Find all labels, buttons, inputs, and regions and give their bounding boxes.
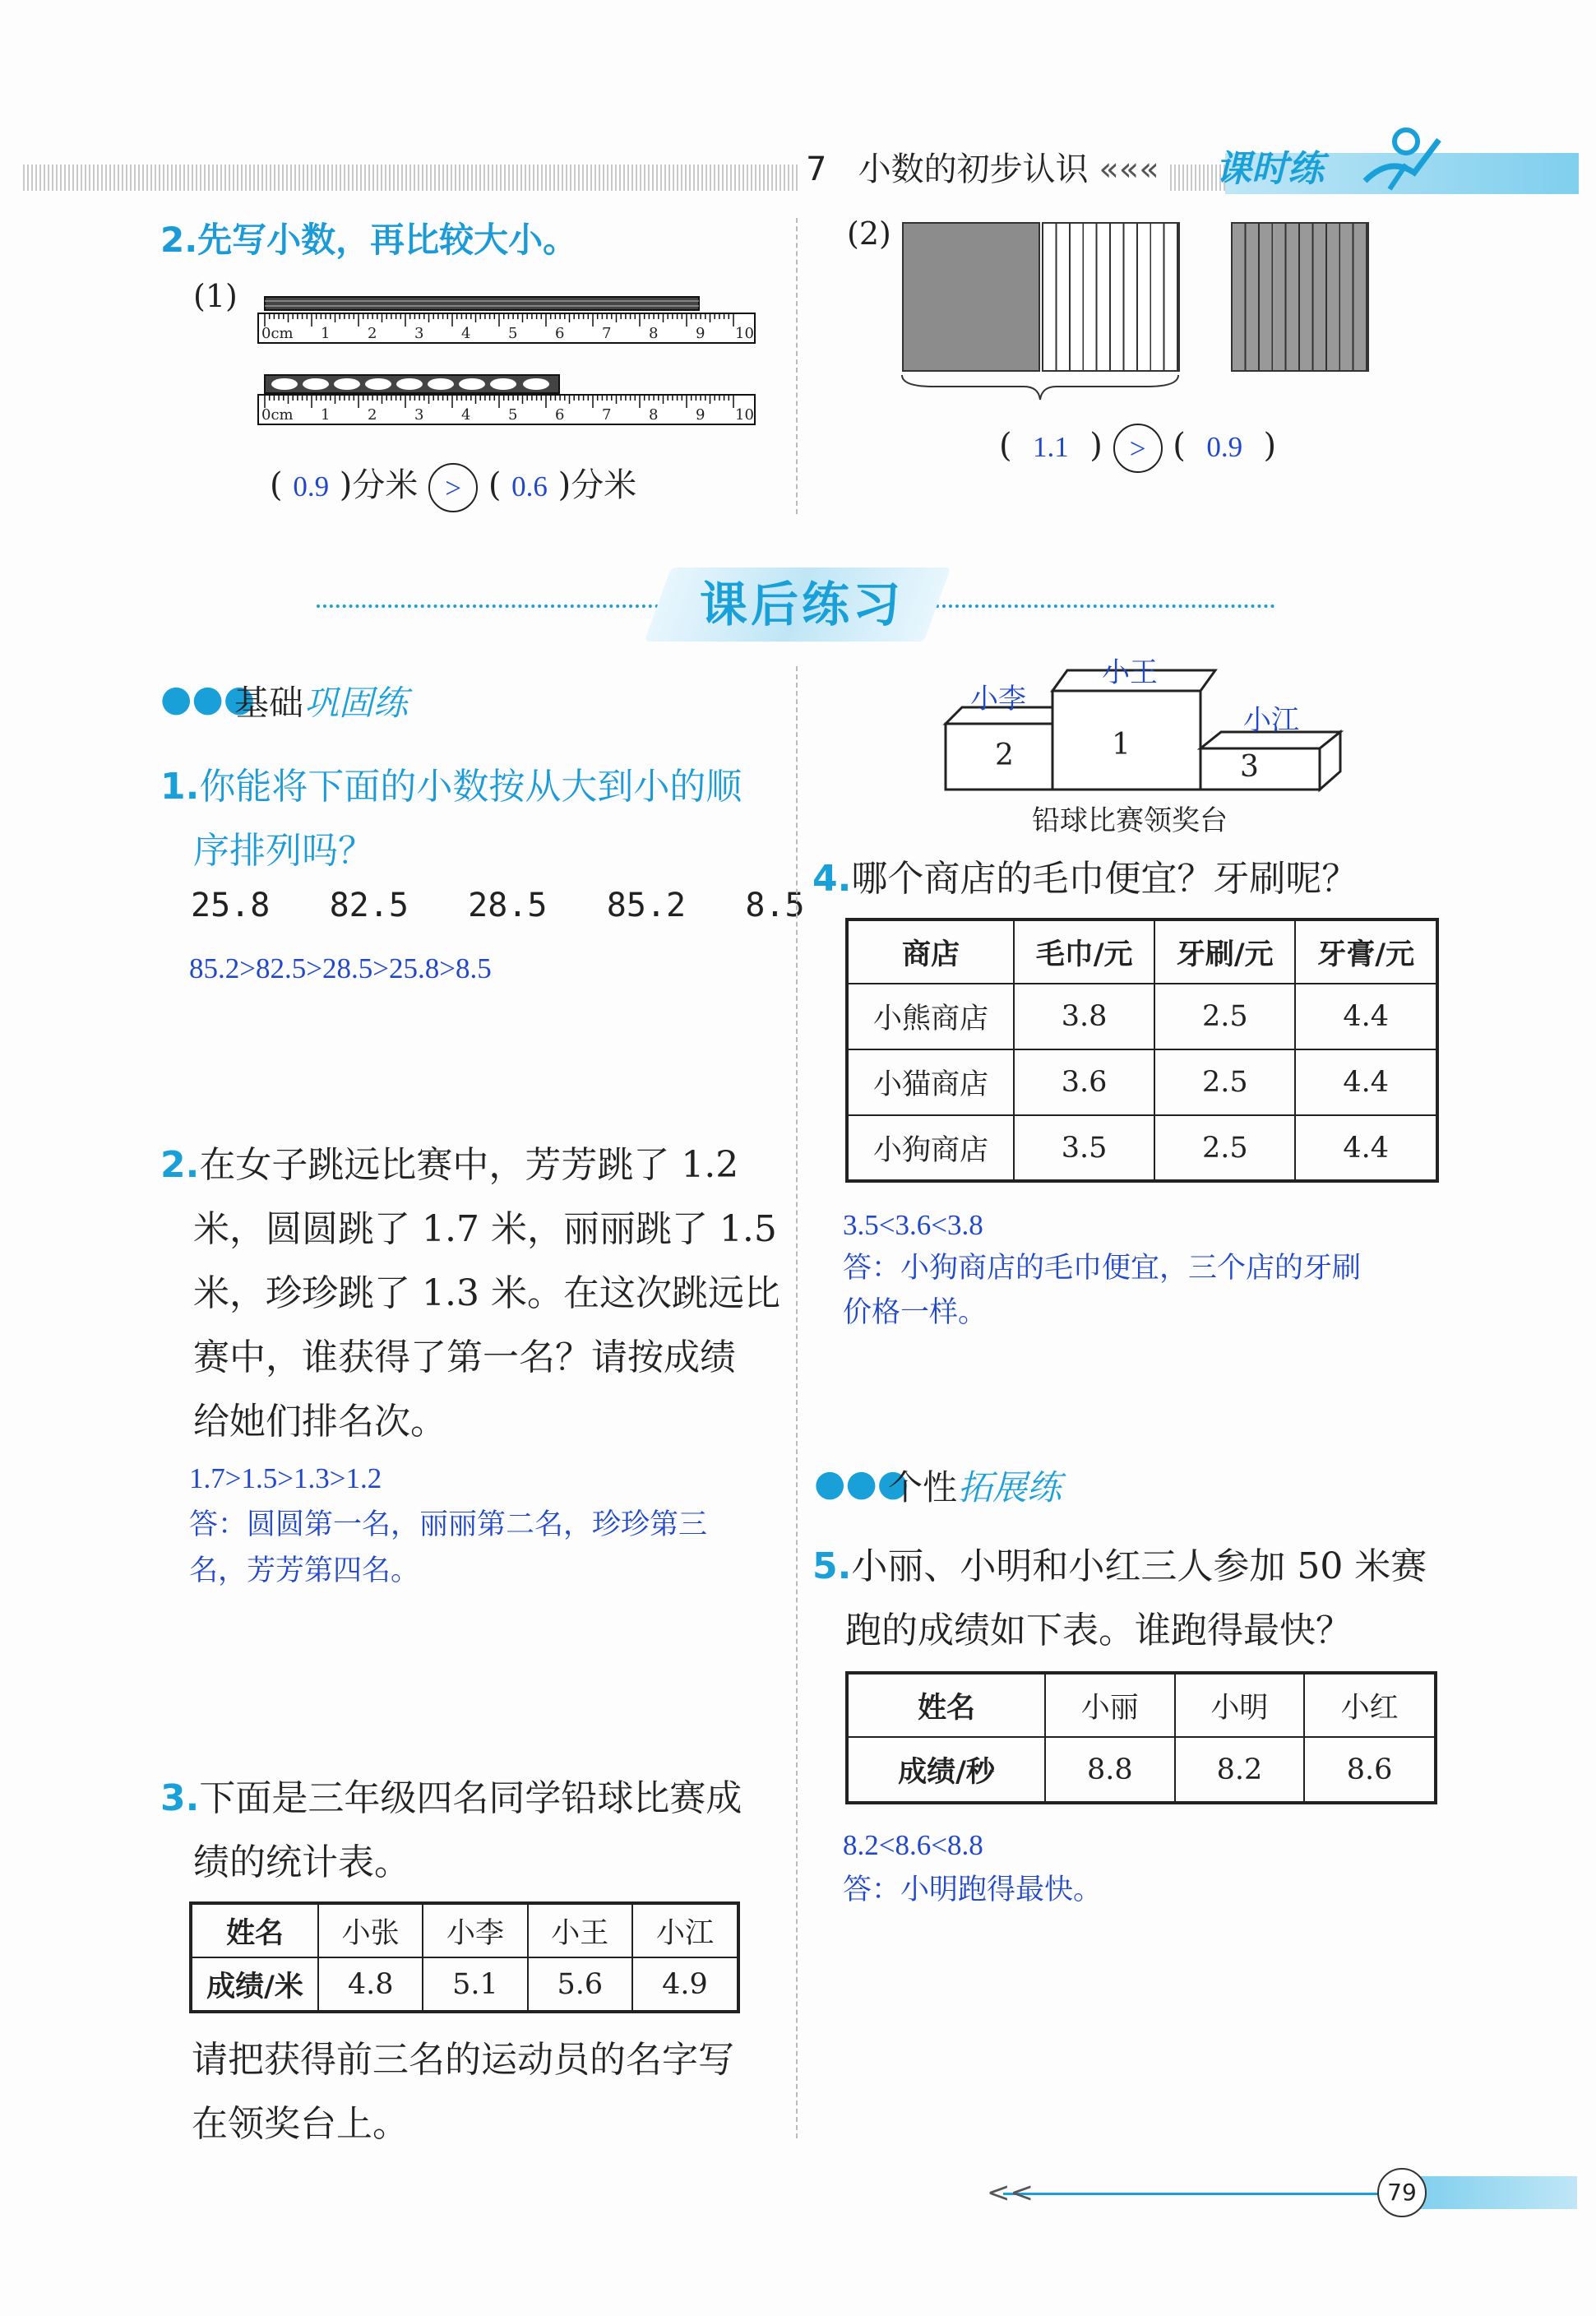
answer-value: 0.9 xyxy=(293,470,330,503)
podium-name-first: 小王 xyxy=(1102,658,1158,688)
q2-part2-compare: ( 1.1 ) > ( 0.9 ) xyxy=(999,421,1276,473)
compare-symbol: > xyxy=(1129,433,1146,465)
tick-label: 6 xyxy=(555,325,565,342)
q5-text xyxy=(812,1535,1552,1663)
q2b-answer-2: 答：圆圆第一名，丽丽第二名，珍珍第三 xyxy=(189,1508,708,1540)
basic-section-header xyxy=(160,673,473,725)
answer-value: 0.9 xyxy=(1206,431,1243,463)
q5-line: 小丽、小明和小红三人参加 50 米赛 xyxy=(851,1545,1427,1587)
banner-line-left xyxy=(317,604,678,608)
ruler-2-labels xyxy=(257,406,758,428)
table-cell: 4.4 xyxy=(1295,984,1437,1049)
unit-label: 分米 xyxy=(571,466,637,504)
table-header-cell: 姓名 xyxy=(847,1673,1045,1737)
compare-circle xyxy=(428,463,478,512)
table-cell: 2.5 xyxy=(1154,1049,1295,1115)
tick-label: 0cm xyxy=(261,325,294,342)
section-title-a: 个性 xyxy=(888,1467,958,1508)
question-number: 5. xyxy=(812,1545,852,1587)
q3-table xyxy=(189,1901,740,2013)
q5-answer-2: 答：小明跑得最快。 xyxy=(843,1874,1103,1906)
header-title xyxy=(798,145,1168,194)
page-number: 79 xyxy=(1377,2168,1427,2217)
number-item: 28.5 xyxy=(468,887,548,924)
q4-answer-2: 答：小狗商店的毛巾便宜，三个店的牙刷 xyxy=(843,1252,1362,1284)
number-item: 25.8 xyxy=(191,887,271,924)
question-number: 3. xyxy=(160,1777,200,1819)
q1-numbers xyxy=(191,887,805,924)
tick-label: 2 xyxy=(368,325,377,342)
q1-text xyxy=(160,755,793,883)
tick-label: 2 xyxy=(368,406,377,424)
partial-grey-square xyxy=(1231,222,1369,372)
q1-line1: 你能将下面的小数按从大到小的顺 xyxy=(199,766,742,808)
chapter-title: 小数的初步认识 xyxy=(858,151,1089,188)
full-grey-square xyxy=(902,222,1040,372)
q4-text xyxy=(812,847,1552,911)
table-header-cell: 姓名 xyxy=(191,1903,318,1957)
chapter-number: 7 xyxy=(806,151,827,188)
q4-answer-1: 3.5<3.6<3.8 xyxy=(843,1209,983,1241)
section-title-b: 拓展练 xyxy=(958,1467,1062,1508)
section-title-a: 基础 xyxy=(234,683,304,723)
podium-name-third: 小江 xyxy=(1243,706,1299,736)
table-header-cell: 小李 xyxy=(423,1903,527,1957)
answer-value: 0.6 xyxy=(511,470,548,503)
tick-label: 4 xyxy=(461,406,471,424)
q5-table xyxy=(845,1671,1437,1804)
question-number: 4. xyxy=(812,858,852,900)
compare-symbol: > xyxy=(445,472,461,504)
table-header-cell: 牙刷/元 xyxy=(1154,919,1295,984)
q2b-line: 米，圆圆跳了 1.7 米，丽丽跳了 1.5 xyxy=(193,1208,777,1250)
tick-label: 7 xyxy=(602,325,612,342)
podium-caption: 铅球比赛领奖台 xyxy=(1032,804,1228,837)
question-number: 2. xyxy=(160,1144,200,1186)
striped-square xyxy=(1042,222,1180,372)
table-header-cell: 商店 xyxy=(847,919,1014,984)
extend-section-header xyxy=(814,1457,1143,1510)
tick-label: 10 xyxy=(735,325,754,342)
table-header-cell: 小张 xyxy=(318,1903,423,1957)
question-number: 1. xyxy=(160,766,200,808)
kids-icon: ●●● xyxy=(160,678,256,720)
q5-line: 跑的成绩如下表。谁跑得最快？ xyxy=(845,1610,1352,1651)
footer-band xyxy=(1414,2176,1577,2209)
q5-answer-1: 8.2<8.6<8.8 xyxy=(843,1829,983,1861)
table-cell: 5.6 xyxy=(528,1957,632,2012)
table-header-cell: 小王 xyxy=(528,1903,632,1957)
table-cell: 8.6 xyxy=(1304,1737,1436,1803)
table-cell: 2.5 xyxy=(1154,984,1295,1049)
tick-label: 7 xyxy=(602,406,612,424)
q2b-line: 在女子跳远比赛中，芳芳跳了 1.2 xyxy=(199,1144,739,1186)
podium-place-second: 2 xyxy=(995,739,1014,772)
kids-icon: ●●● xyxy=(814,1462,909,1504)
answer-value: 1.1 xyxy=(1033,431,1069,463)
tick-label: 0cm xyxy=(261,406,294,424)
brand-label: 课时练 xyxy=(1215,148,1324,190)
section-title-b: 巩固练 xyxy=(304,683,409,723)
table-cell: 4.4 xyxy=(1295,1115,1437,1181)
tick-label: 3 xyxy=(414,406,424,424)
tick-label: 9 xyxy=(696,406,705,424)
chapter-arrows: ««« xyxy=(1099,151,1159,188)
tick-label: 6 xyxy=(555,406,565,424)
section-banner: 课后练习 xyxy=(699,577,904,632)
tick-label: 3 xyxy=(414,325,424,342)
q2-part1-compare: ( 0.9 )分米 > ( 0.6 )分米 xyxy=(270,461,636,512)
footer-arrow-line xyxy=(1003,2193,1390,2195)
q3-after-line: 在领奖台上。 xyxy=(192,2103,409,2145)
q3-line: 下面是三年级四名同学铅球比赛成 xyxy=(199,1777,742,1819)
banner-line-right xyxy=(929,604,1274,608)
table-header-cell: 小丽 xyxy=(1045,1673,1175,1737)
tick-label: 8 xyxy=(649,325,659,342)
table-cell: 小猫商店 xyxy=(847,1049,1014,1115)
brand-figure-icon xyxy=(1357,123,1447,197)
number-item: 8.5 xyxy=(745,887,805,924)
table-cell: 8.8 xyxy=(1045,1737,1175,1803)
table-header-cell: 小红 xyxy=(1304,1673,1436,1737)
q3-after-line: 请把获得前三名的运动员的名字写 xyxy=(192,2039,734,2081)
column-divider xyxy=(796,666,798,2138)
q2b-text xyxy=(160,1133,793,1454)
q3-after-text xyxy=(192,2028,800,2156)
podium-place-third: 3 xyxy=(1240,750,1259,784)
table-header-cell: 毛巾/元 xyxy=(1014,919,1154,984)
brace xyxy=(900,372,1180,405)
q2b-line: 给她们排名次。 xyxy=(193,1401,446,1443)
table-cell: 4.8 xyxy=(318,1957,423,2012)
podium-name-second: 小李 xyxy=(970,684,1026,715)
table-cell: 5.1 xyxy=(423,1957,527,2012)
table-cell: 4.9 xyxy=(632,1957,738,2012)
q2b-answer-3: 名，芳芳第四名。 xyxy=(189,1554,420,1586)
q4-answer-3: 价格一样。 xyxy=(843,1296,988,1328)
footer-arrow-icon: << xyxy=(987,2176,1034,2209)
table-cell: 8.2 xyxy=(1175,1737,1305,1803)
q1-answer: 85.2>82.5>28.5>25.8>8.5 xyxy=(189,952,492,984)
unit-label: 分米 xyxy=(352,466,419,504)
tick-label: 1 xyxy=(321,406,331,424)
q4-line: 哪个商店的毛巾便宜？牙刷呢？ xyxy=(851,858,1358,900)
table-header-cell: 小江 xyxy=(632,1903,738,1957)
q2b-line: 赛中，谁获得了第一名？请按成绩 xyxy=(193,1336,736,1378)
table-cell: 成绩/米 xyxy=(191,1957,318,2012)
table-header-cell: 小明 xyxy=(1175,1673,1305,1737)
table-cell: 小狗商店 xyxy=(847,1115,1014,1181)
tick-label: 5 xyxy=(508,325,518,342)
q2b-answer-1: 1.7>1.5>1.3>1.2 xyxy=(189,1462,382,1494)
tick-label: 10 xyxy=(735,406,754,424)
q3-line: 绩的统计表。 xyxy=(193,1841,410,1883)
table-cell: 3.5 xyxy=(1014,1115,1154,1181)
q4-table xyxy=(845,918,1439,1183)
table-cell: 成绩/秒 xyxy=(847,1737,1045,1803)
number-item: 85.2 xyxy=(606,887,687,924)
table-cell: 3.8 xyxy=(1014,984,1154,1049)
podium-place-first: 1 xyxy=(1112,728,1131,762)
q3-text xyxy=(160,1767,793,1895)
tick-label: 8 xyxy=(649,406,659,424)
table-header-cell: 牙膏/元 xyxy=(1295,919,1437,984)
ruler-1-labels xyxy=(257,325,758,346)
tick-label: 4 xyxy=(461,325,471,342)
compare-circle xyxy=(1113,424,1163,473)
tick-label: 5 xyxy=(508,406,518,424)
q2b-line: 米，珍珍跳了 1.3 米。在这次跳远比 xyxy=(193,1272,780,1314)
number-item: 82.5 xyxy=(329,887,409,924)
table-cell: 4.4 xyxy=(1295,1049,1437,1115)
q2-part2-label: (2) xyxy=(847,215,891,252)
table-cell: 小熊商店 xyxy=(847,984,1014,1049)
table-cell: 3.6 xyxy=(1014,1049,1154,1115)
tick-label: 9 xyxy=(696,325,705,342)
tick-label: 1 xyxy=(321,325,331,342)
q2-title: 2.先写小数，再比较大小。 xyxy=(160,220,578,260)
q2-part1-label: (1) xyxy=(193,278,238,314)
q1-line2: 序排列吗？ xyxy=(193,830,374,872)
column-divider-top xyxy=(796,218,798,514)
table-cell: 2.5 xyxy=(1154,1115,1295,1181)
